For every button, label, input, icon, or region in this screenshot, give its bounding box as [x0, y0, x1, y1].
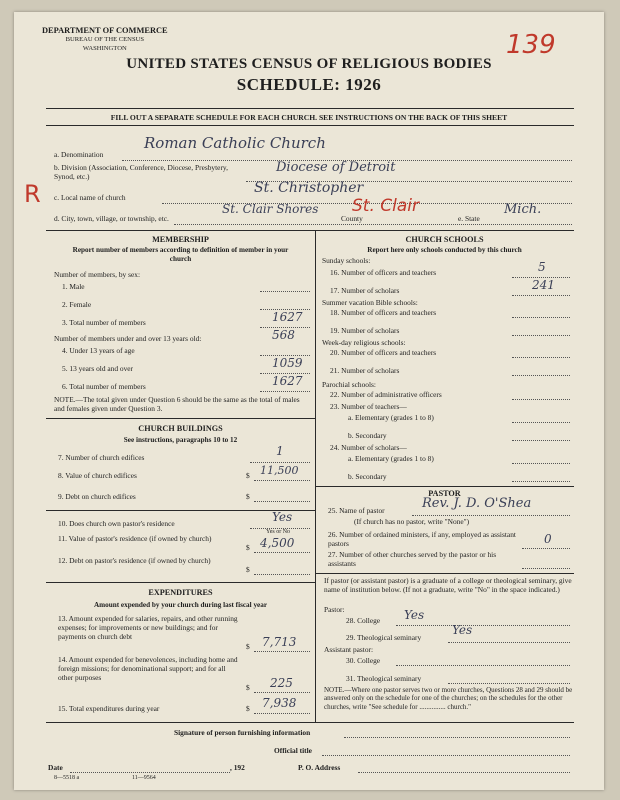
q29-value: Yes — [452, 623, 473, 637]
q8-line — [254, 480, 310, 481]
q20-line — [512, 357, 570, 358]
q31-line — [448, 683, 570, 684]
q29-line — [448, 642, 570, 643]
q17-label: 17. Number of scholars — [330, 286, 400, 295]
department-name: DEPARTMENT OF COMMERCE — [42, 26, 168, 35]
q6-value: 1627 — [272, 374, 303, 388]
q6-line — [260, 391, 310, 392]
form-title: UNITED STATES CENSUS OF RELIGIOUS BODIES — [126, 56, 492, 72]
q28-label: 28. College — [346, 616, 381, 625]
q19-line — [512, 335, 570, 336]
q23b-line — [512, 440, 570, 441]
q14-line — [254, 692, 310, 693]
under-over-label: Number of members under and over 13 years old: — [54, 334, 202, 343]
q23b-label: b. Secondary — [348, 431, 387, 440]
q9-dollar: $ — [246, 492, 250, 501]
po-address-label: P. O. Address — [298, 763, 341, 772]
q12-dollar: $ — [246, 565, 250, 574]
q27-line — [522, 568, 570, 569]
q1-label: 1. Male — [62, 282, 85, 291]
q25-label: 25. Name of pastor — [328, 506, 385, 515]
pastor-heading: PASTOR — [428, 489, 461, 498]
pastor-sublabel: Pastor: — [324, 605, 345, 614]
q23a-line — [512, 422, 570, 423]
buildings-heading: CHURCH BUILDINGS — [138, 424, 223, 433]
expenditures-sub: Amount expended by your church during last fiscal year — [93, 601, 268, 609]
column-divider — [315, 230, 316, 722]
q25-note: (If church has no pastor, write "None") — [354, 517, 470, 526]
print-number: 11—9564 — [132, 775, 156, 781]
weekday-label: Week-day religious schools: — [322, 338, 406, 347]
q17-value: 241 — [532, 278, 555, 292]
q28-value: Yes — [404, 608, 425, 622]
county-value: St. Clair — [352, 196, 419, 216]
parochial-label: Parochial schools: — [322, 380, 376, 389]
q23-label: 23. Number of teachers— — [330, 402, 407, 411]
page-number: 139 — [506, 30, 556, 60]
q24b-label: b. Secondary — [348, 472, 387, 481]
q13-value: 7,713 — [262, 635, 297, 649]
city-value: St. Clair Shores — [222, 202, 319, 216]
q6-label: 6. Total number of members — [62, 382, 146, 391]
membership-heading: MEMBERSHIP — [152, 235, 209, 244]
divider — [46, 230, 574, 231]
city-line — [174, 224, 572, 225]
graduate-note: If pastor (or assistant pastor) is a graduate of a college or theological seminary, give name of institution below. (If not a graduate, write "No" in the space indicated.) — [324, 576, 572, 594]
membership-intro: Report number of members according to definition of member in your church — [72, 246, 289, 263]
bureau-city: WASHINGTON — [82, 45, 127, 52]
q19-label: 19. Number of scholars — [330, 326, 400, 335]
divider — [46, 722, 574, 723]
q15-label: 15. Total expenditures during year — [58, 704, 160, 713]
local-name-value: St. Christopher — [254, 180, 364, 196]
division-value: Diocese of Detroit — [276, 160, 396, 175]
q8-value: 11,500 — [260, 464, 299, 477]
division-label: b. Division (Association, Conference, Diocese, Presbytery, Synod, etc.) — [54, 163, 228, 181]
q17-line — [512, 295, 570, 296]
po-address-line — [358, 772, 570, 773]
expenditures-heading: EXPENDITURES — [148, 588, 213, 597]
official-title-line — [322, 755, 570, 756]
schools-heading: CHURCH SCHOOLS — [405, 235, 484, 244]
buildings-sub: See instructions, paragraphs 10 to 12 — [123, 436, 238, 444]
under-over-value: 568 — [272, 328, 295, 342]
q18-line — [512, 317, 570, 318]
q9-label: 9. Debt on church edifices — [58, 492, 136, 501]
divider — [46, 108, 574, 109]
q4-label: 4. Under 13 years of age — [62, 346, 135, 355]
q7-line — [250, 462, 310, 463]
census-schedule-sheet — [14, 12, 604, 790]
state-value: Mich. — [504, 202, 542, 217]
q11-label: 11. Value of pastor's residence (if owned by church) — [58, 534, 212, 543]
q26-label: 26. Number of ordained ministers, if any, employed as assistant pastors — [328, 530, 516, 548]
divider — [46, 582, 315, 583]
q8-dollar: $ — [246, 471, 250, 480]
q25-value: Rev. J. D. O'Shea — [422, 496, 532, 511]
q21-line — [512, 375, 570, 376]
by-sex-label: Number of members, by sex: — [54, 270, 140, 279]
local-name-label: c. Local name of church — [54, 193, 126, 202]
q16-value: 5 — [538, 260, 546, 274]
q24b-line — [512, 481, 570, 482]
q31-label: 31. Theological seminary — [346, 674, 422, 683]
year-label: , 192 — [230, 763, 245, 772]
yes-no-caption: Yes or No — [266, 529, 291, 535]
signature-label: Signature of person furnishing information — [174, 728, 311, 737]
q12-line — [254, 574, 310, 575]
q8-label: 8. Value of church edifices — [58, 471, 137, 480]
divider — [315, 486, 574, 487]
q15-dollar: $ — [246, 704, 250, 713]
q10-value: Yes — [272, 510, 293, 524]
sunday-label: Sunday schools: — [322, 256, 371, 265]
q5-value: 1059 — [272, 356, 303, 370]
city-label: d. City, town, village, or township, etc. — [54, 214, 169, 223]
q24a-label: a. Elementary (grades 1 to 8) — [348, 454, 434, 463]
form-number: 8—5518 a — [54, 775, 80, 781]
q11-value: 4,500 — [260, 536, 295, 550]
q13-label: 13. Amount expended for salaries, repairs, and other running expenses; for improvements or new buildings; and for payments on church debt — [58, 614, 238, 641]
assistant-sublabel: Assistant pastor: — [324, 645, 374, 654]
q14-label: 14. Amount expended for benevolences, including home and foreign missions; for denominational support; and for all other purposes — [58, 655, 238, 682]
q26-value: 0 — [544, 532, 552, 546]
divider — [315, 573, 574, 574]
divider — [46, 418, 315, 419]
q14-dollar: $ — [246, 683, 250, 692]
q11-line — [254, 552, 310, 553]
membership-note: NOTE.—The total given under Question 6 should be the same as the total of males and females given under Question 3. — [54, 395, 300, 413]
q16-label: 16. Number of officers and teachers — [330, 268, 437, 277]
q29-label: 29. Theological seminary — [346, 633, 422, 642]
q30-label: 30. College — [346, 656, 381, 665]
q21-label: 21. Number of scholars — [330, 366, 400, 375]
q15-line — [254, 713, 310, 714]
q11-dollar: $ — [246, 543, 250, 552]
q12-label: 12. Debt on pastor's residence (if owned by church) — [58, 556, 211, 565]
date-label: Date — [48, 763, 63, 772]
state-label: e. State — [458, 214, 480, 223]
q25-line — [412, 515, 570, 516]
q22-line — [512, 399, 570, 400]
q30-line — [396, 665, 570, 666]
q13-dollar: $ — [246, 642, 250, 651]
q3-label: 3. Total number of members — [62, 318, 146, 327]
q26-line — [522, 548, 570, 549]
q15-value: 7,938 — [262, 696, 297, 710]
q28-line — [396, 625, 570, 626]
q13-line — [254, 651, 310, 652]
q3-value: 1627 — [272, 310, 303, 324]
margin-mark: R — [24, 180, 41, 208]
q22-label: 22. Number of administrative officers — [330, 390, 442, 399]
q27-label: 27. Number of other churches served by the pastor or his assistants — [328, 550, 497, 568]
q14-value: 225 — [270, 676, 293, 690]
q24-label: 24. Number of scholars— — [330, 443, 407, 452]
q10-label: 10. Does church own pastor's residence — [58, 519, 175, 528]
department-block — [42, 26, 168, 53]
q1-line — [260, 291, 310, 292]
denomination-label: a. Denomination — [54, 150, 104, 159]
q23a-label: a. Elementary (grades 1 to 8) — [348, 413, 434, 422]
q24a-line — [512, 463, 570, 464]
q18-label: 18. Number of officers and teachers — [330, 308, 437, 317]
q7-label: 7. Number of church edifices — [58, 453, 145, 462]
schedule-title: SCHEDULE: 1926 — [236, 75, 382, 94]
county-label: County — [341, 214, 363, 223]
official-title-label: Official title — [274, 746, 312, 755]
schools-sub: Report here only schools conducted by this church — [367, 246, 522, 254]
q20-label: 20. Number of officers and teachers — [330, 348, 437, 357]
q5-label: 5. 13 years old and over — [62, 364, 134, 373]
date-line — [70, 772, 230, 773]
instruction-line: FILL OUT A SEPARATE SCHEDULE FOR EACH CHURCH. SEE INSTRUCTIONS ON THE BACK OF THIS SHEET — [110, 113, 508, 122]
q2-label: 2. Female — [62, 300, 92, 309]
q7-value: 1 — [276, 444, 284, 458]
summer-label: Summer vacation Bible schools: — [322, 298, 418, 307]
bureau-name: BUREAU OF THE CENSUS — [65, 36, 145, 43]
pastor-note: NOTE.—Where one pastor serves two or more churches, Questions 28 and 29 should be answered only on the schedule for one of the churches; on the schedules for the other churches, write "See schedule for ............... church." — [324, 686, 573, 711]
q9-line — [254, 501, 310, 502]
signature-line — [344, 737, 570, 738]
divider — [46, 125, 574, 126]
denomination-value: Roman Catholic Church — [144, 134, 326, 152]
